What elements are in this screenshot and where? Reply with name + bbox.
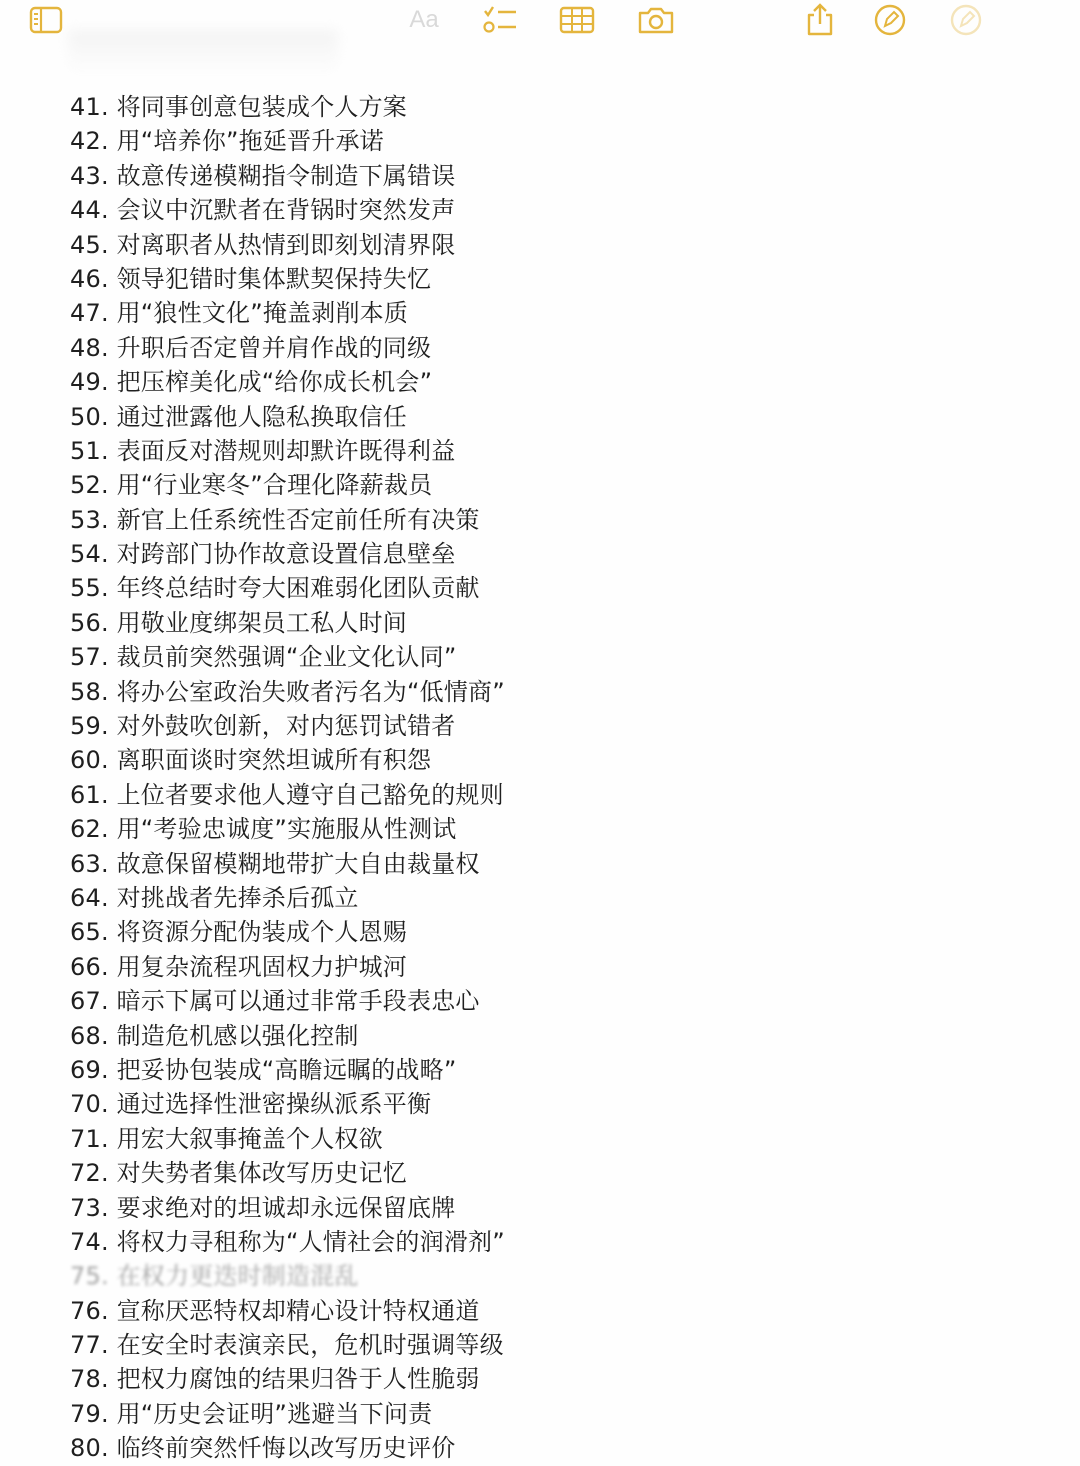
list-item: 65. 将资源分配伪装成个人恩赐	[70, 918, 407, 947]
list-item: 41. 将同事创意包装成个人方案	[70, 93, 407, 121]
markup-button[interactable]	[870, 2, 910, 38]
list-item: 45. 对离职者从热情到即刻划清界限	[70, 230, 456, 259]
list-item: 64. 对挑战者先捧杀后孤立	[70, 883, 359, 912]
text-format-button[interactable]: Aa	[409, 6, 439, 33]
list-item: 60. 离职面谈时突然坦诚所有积怨	[70, 746, 432, 775]
list-item: 71. 用宏大叙事掩盖个人权欲	[70, 1124, 383, 1153]
list-item: 76. 宣称厌恶特权却精心设计特权通道	[70, 1296, 480, 1325]
sidebar-toggle-button[interactable]	[26, 2, 66, 38]
list-item: 46. 领导犯错时集体默契保持失忆	[70, 264, 432, 293]
list-item: 54. 对跨部门协作故意设置信息壁垒	[70, 540, 456, 569]
list-item: 78. 把权力腐蚀的结果归咎于人性脆弱	[70, 1365, 480, 1394]
note-body[interactable]	[70, 90, 1050, 1466]
list-item: 68. 制造危机感以强化控制	[70, 1021, 359, 1050]
list-item: 72. 对失势者集体改写历史记忆	[70, 1159, 407, 1188]
list-item: 44. 会议中沉默者在背锅时突然发声	[70, 196, 456, 225]
list-item: 50. 通过泄露他人隐私换取信任	[70, 402, 407, 431]
checklist-button[interactable]	[480, 2, 520, 38]
sidebar-icon	[29, 6, 63, 34]
camera-icon	[637, 5, 675, 35]
list-item: 43. 故意传递模糊指令制造下属错误	[70, 161, 456, 190]
list-item: 63. 故意保留模糊地带扩大自由裁量权	[70, 849, 480, 878]
list-item: 56. 用敬业度绑架员工私人时间	[70, 608, 407, 637]
faded-title-area	[68, 30, 338, 74]
list-item: 53. 新官上任系统性否定前任所有决策	[70, 505, 480, 534]
list-item: 58. 将办公室政治失败者污名为“低情商”	[70, 677, 505, 706]
list-item: 66. 用复杂流程巩固权力护城河	[70, 952, 407, 981]
list-item: 61. 上位者要求他人遵守自己豁免的规则	[70, 780, 504, 809]
list-item: 70. 通过选择性泄密操纵派系平衡	[70, 1090, 432, 1119]
list-item-obscured: 75. 在权力更迭时制造混乱	[70, 1262, 359, 1291]
list-item: 57. 裁员前突然强调“企业文化认同”	[70, 643, 457, 672]
checklist-icon	[482, 5, 518, 35]
compose-button[interactable]	[946, 2, 986, 38]
list-item: 79. 用“历史会证明”逃避当下问责	[70, 1399, 433, 1428]
list-item: 62. 用“考验忠诚度”实施服从性测试	[70, 815, 457, 844]
table-button[interactable]	[557, 2, 597, 38]
list-item: 74. 将权力寻租称为“人情社会的润滑剂”	[70, 1227, 505, 1256]
compose-icon	[949, 3, 983, 37]
list-item: 49. 把压榨美化成“给你成长机会”	[70, 368, 433, 397]
list-item: 51. 表面反对潜规则却默许既得利益	[70, 436, 456, 465]
list-item: 73. 要求绝对的坦诚却永远保留底牌	[70, 1193, 456, 1222]
table-icon	[559, 6, 595, 34]
share-button[interactable]	[800, 2, 840, 38]
list-item: 55. 年终总结时夸大困难弱化团队贡献	[70, 574, 480, 603]
list-item: 80. 临终前突然忏悔以改写历史评价	[70, 1434, 456, 1463]
list-item: 59. 对外鼓吹创新，对内惩罚试错者	[70, 712, 456, 741]
list-item: 52. 用“行业寒冬”合理化降薪裁员	[70, 471, 433, 500]
share-icon	[805, 3, 835, 37]
list-item: 42. 用“培养你”拖延晋升承诺	[70, 127, 384, 156]
list-item: 48. 升职后否定曾并肩作战的同级	[70, 333, 432, 362]
list-item: 67. 暗示下属可以通过非常手段表忠心	[70, 987, 480, 1016]
list-item: 47. 用“狼性文化”掩盖剥削本质	[70, 299, 409, 328]
camera-button[interactable]	[636, 2, 676, 38]
list-item: 69. 把妥协包装成“高瞻远瞩的战略”	[70, 1055, 457, 1084]
markup-pen-icon	[873, 3, 907, 37]
list-item: 77. 在安全时表演亲民，危机时强调等级	[70, 1331, 504, 1360]
